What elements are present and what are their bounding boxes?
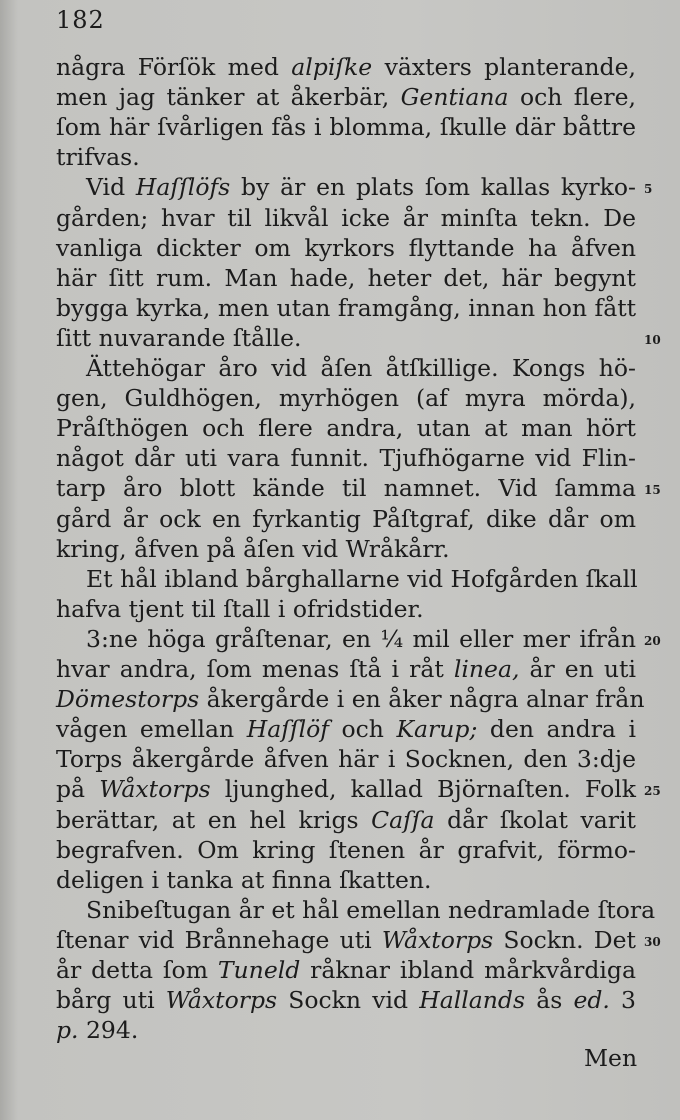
text-line [56, 443, 636, 473]
text-run: gården; hvar til likvål icke år minſta tekn. De [56, 203, 636, 232]
text-run: kring, åfven på åſen vid Wråkårr. [56, 534, 450, 563]
text-line [56, 413, 636, 443]
text-run: 3 [609, 986, 636, 1015]
text-run: växters planterande, [372, 53, 636, 81]
text-run: deligen i tanka at finna ſkatten. [56, 865, 432, 894]
text-line [56, 1015, 138, 1045]
text-line [56, 594, 424, 624]
text-run: 294. [78, 1016, 139, 1045]
line-number: 15 [644, 483, 661, 498]
catchword: Men [584, 1044, 638, 1072]
text-line [56, 142, 140, 172]
text-line [56, 82, 636, 112]
text-line [56, 835, 636, 865]
text-run: den andra i [477, 715, 636, 744]
italic-word: Wåxtorps [99, 775, 211, 804]
text-line [56, 714, 636, 744]
italic-word: linea, [453, 655, 520, 683]
text-line [56, 865, 432, 895]
text-run: by är en plats ſom kallas kyrko- [230, 173, 636, 202]
text-run: bygga kyrka, men utan framgång, innan hon fått [56, 293, 637, 322]
text-run: Et hål ibland bårghallarne vid Hofgården ſkall [86, 564, 638, 593]
text-line [86, 624, 636, 654]
text-line [86, 564, 636, 594]
text-run: Ättehögar åro vid åſen åtſkillige. Kongs hö- [86, 354, 636, 382]
text-run: bårg uti [56, 986, 166, 1015]
text-line [56, 805, 636, 835]
italic-word: Tuneld [217, 956, 301, 984]
italic-word: Karup; [396, 715, 478, 744]
text-line [56, 323, 302, 353]
italic-word: Gentiana [400, 83, 509, 112]
page-number: 182 [56, 6, 105, 34]
text-run: och flere, [508, 83, 637, 112]
text-run: råknar ibland mårkvårdiga [300, 956, 636, 984]
text-run: Torps åkergårde åfven här i Socknen, den 3:dje [56, 745, 636, 774]
text-line [56, 233, 636, 263]
text-run: berättar, at en hel krigs [56, 805, 372, 834]
text-line [56, 112, 636, 142]
text-line [56, 383, 636, 413]
text-run: år en uti [519, 655, 637, 683]
text-run: tarp åro blott kände til namnet. Vid ſamma [56, 474, 636, 503]
italic-word: Hallands [419, 986, 526, 1015]
text-run: ſitt nuvarande ſtålle. [56, 323, 302, 352]
text-line [56, 263, 636, 293]
text-line [56, 504, 636, 534]
text-line [56, 744, 636, 774]
italic-word: Wåxtorps [381, 925, 494, 954]
text-run: åkergårde i en åker några alnar från [199, 685, 645, 714]
text-run: 3:ne höga gråſtenar, en ¼ mil eller mer ifrån [86, 624, 636, 653]
text-run: Sockn vid [277, 986, 420, 1015]
text-run: något dår uti vara funnit. Tjufhögarne vid Flin- [56, 444, 636, 473]
text-run: Sockn. Det [493, 925, 636, 954]
line-number: 30 [644, 934, 661, 949]
text-run: och [328, 715, 397, 744]
text-run: vanliga dickter om kyrkors flyttande ha åfven [56, 233, 636, 262]
text-run: Vid [86, 173, 136, 202]
text-run: Snibeſtugan år et hål emellan nedramlade ſtora [86, 895, 656, 924]
text-line [56, 985, 636, 1015]
text-run: begrafven. Om kring ſtenen år grafvit, förmo- [56, 835, 636, 864]
text-run: gård år ock en fyrkantig Påſtgraf, dike dår om [56, 504, 636, 533]
text-line [56, 955, 636, 985]
italic-word: ed. [573, 986, 610, 1015]
text-line [56, 774, 636, 804]
line-number: 20 [644, 633, 661, 648]
text-line [86, 172, 636, 202]
text-run: hafva tjent til ſtall i ofridstider. [56, 594, 424, 623]
text-run: hvar andra, ſom menas ſtå i råt [56, 655, 454, 683]
text-line [56, 52, 636, 82]
line-number: 5 [644, 182, 653, 197]
text-run: gen, Guldhögen, myrhögen (af myra mörda), [56, 384, 636, 413]
text-run: ſom här ſvårligen fås i blomma, ſkulle där båttre [56, 113, 636, 142]
text-line [86, 895, 656, 925]
text-line [56, 534, 450, 564]
line-number: 10 [644, 332, 661, 347]
text-run: men jag tänker at åkerbär, [56, 83, 401, 112]
text-run: år detta ſom [56, 956, 218, 984]
text-run: trifvas. [56, 143, 140, 172]
text-line [56, 684, 645, 714]
text-line [56, 654, 636, 684]
text-line [56, 473, 636, 503]
text-run: dår ſkolat varit [434, 805, 637, 834]
text-run: vågen emellan [56, 715, 247, 744]
text-run: ſtenar vid Brånnehage uti [56, 925, 382, 954]
text-run: några Förſök med [56, 53, 292, 81]
text-run: Pråſthögen och flere andra, utan at man hört [56, 414, 636, 443]
italic-word: alpiſke [291, 53, 373, 81]
text-run: här ſitt rum. Man hade, heter det, här begynt [56, 263, 636, 292]
italic-word: Dömestorps [56, 685, 200, 714]
italic-word: Wåxtorps [165, 986, 278, 1015]
text-line [56, 203, 636, 233]
italic-word: p. [56, 1016, 79, 1045]
text-line [56, 925, 636, 955]
text-run: ås [525, 986, 574, 1015]
italic-word: Haſſlöfs [135, 173, 231, 202]
text-run: på [56, 775, 100, 804]
text-line [56, 293, 636, 323]
line-number: 25 [644, 784, 661, 799]
italic-word: Caſſa [371, 805, 435, 834]
italic-word: Haſſlöf [246, 715, 329, 744]
text-line [86, 353, 636, 383]
text-run: ljunghed, kallad Björnaſten. Folk [210, 775, 636, 804]
